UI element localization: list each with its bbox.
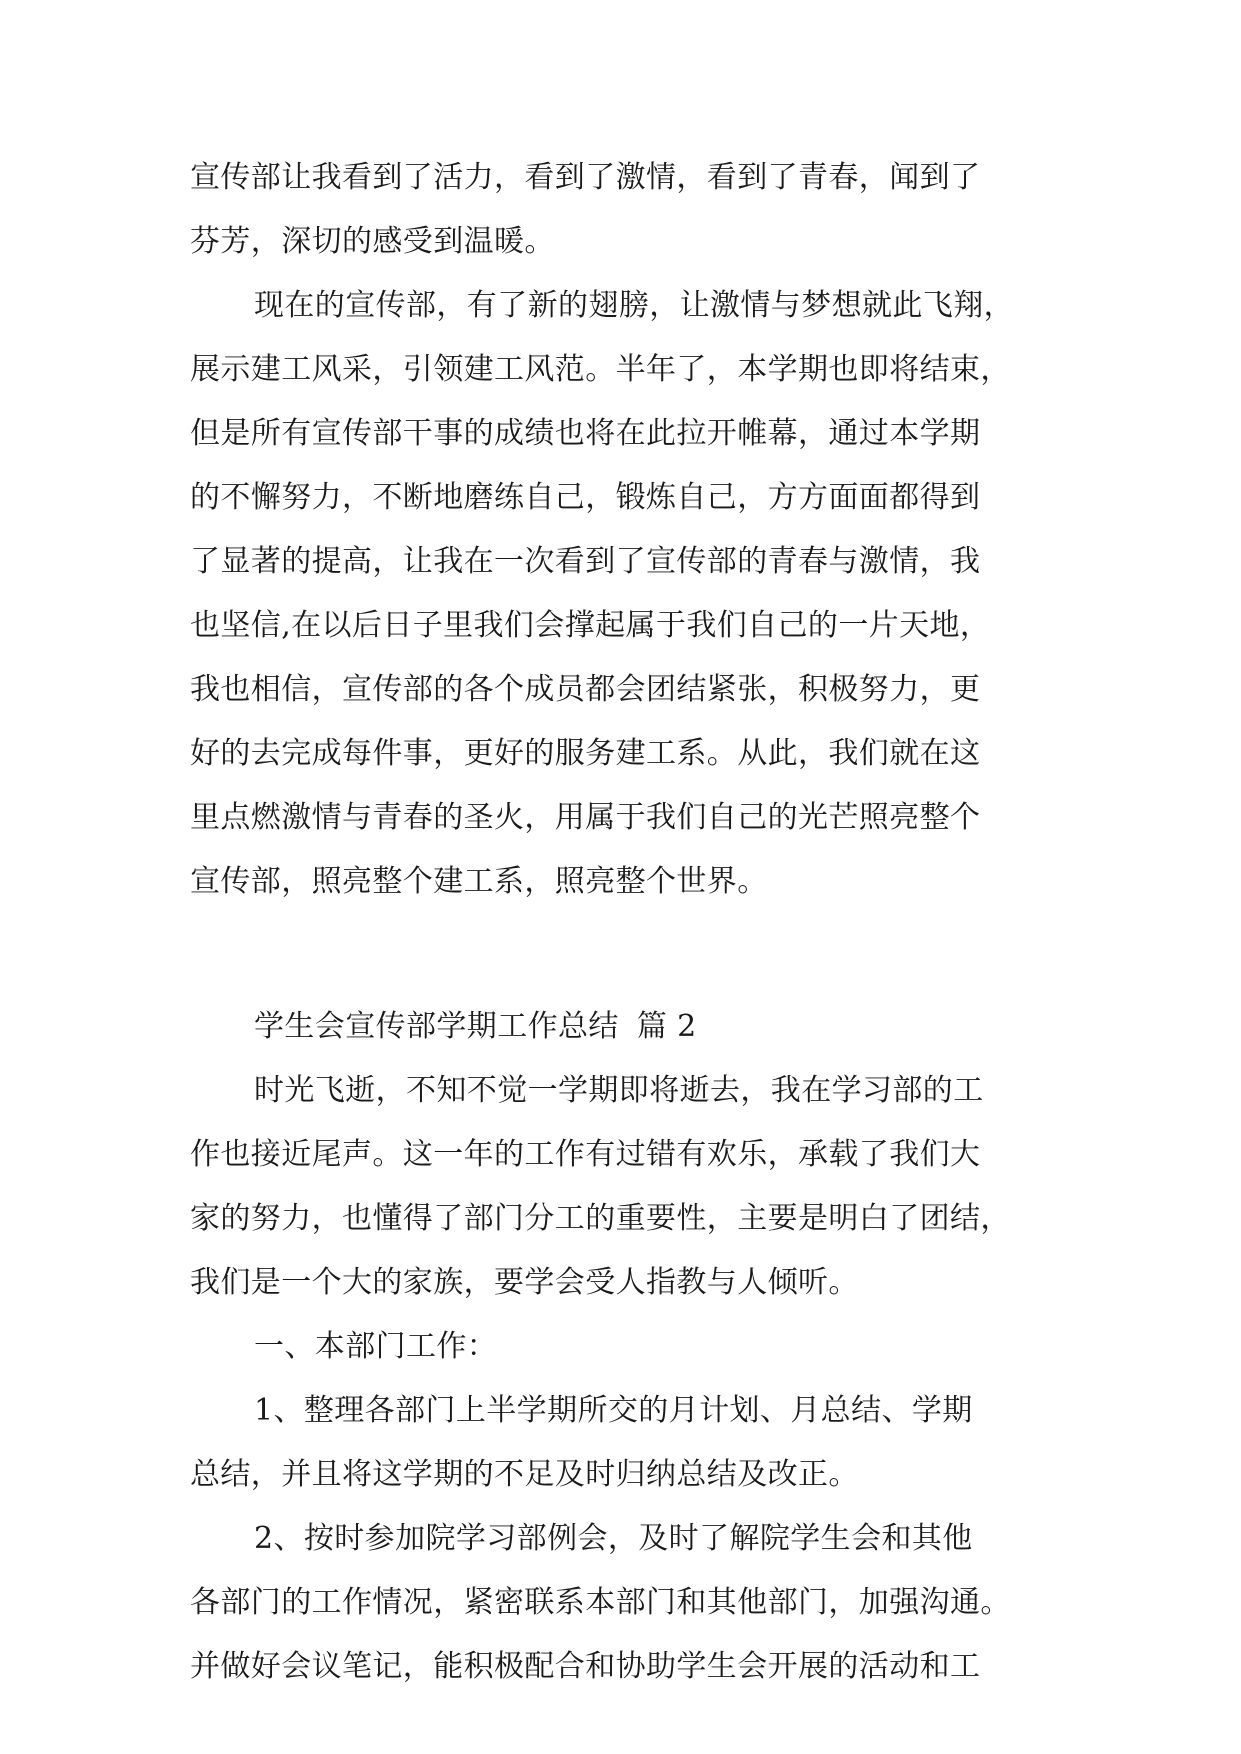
section-heading [190, 1009, 1116, 1044]
item-1-line-1: 1、整理各部门上半学期所交的月计划、月总结、学期 [254, 1393, 973, 1428]
item-1-line-2: 总结，并且将这学期的不足及时归纳总结及改正。 [190, 1457, 859, 1492]
item-2-line-1: 2、按时参加院学习部例会，及时了解院学生会和其他 [254, 1521, 973, 1556]
paragraph-3-line-1: 时光飞逝，不知不觉一学期即将逝去，我在学习部的工 [254, 1073, 984, 1108]
paragraph-2-line-1: 现在的宣传部，有了新的翅膀，让激情与梦想就此飞翔， [254, 288, 1014, 323]
paragraph-2-line-6: 也坚信,在以后日子里我们会撑起属于我们自己的一片天地， [190, 608, 991, 643]
paragraph-2-line-2: 展示建工风采，引领建工风范。半年了，本学期也即将结束， [190, 352, 1011, 387]
item-2-line-3: 并做好会议笔记，能积极配合和协助学生会开展的活动和工 [190, 1649, 981, 1684]
paragraph-1-line-2: 芬芳，深切的感受到温暖。 [190, 224, 555, 259]
section-1-title: 一、本部门工作： [254, 1329, 498, 1364]
paragraph-2-line-8: 好的去完成每件事，更好的服务建工系。从此，我们就在这 [190, 736, 981, 771]
item-2-line-2: 各部门的工作情况，紧密联系本部门和其他部门，加强沟通。 [190, 1585, 1011, 1620]
paragraph-2-line-3: 但是所有宣传部干事的成绩也将在此拉开帷幕，通过本学期 [190, 416, 981, 451]
section-heading-title: 学生会宣传部学期工作总结 [254, 1009, 619, 1044]
paragraph-3-line-4: 我们是一个大的家族，要学会受人指教与人倾听。 [190, 1265, 859, 1300]
paragraph-3-line-2: 作也接近尾声。这一年的工作有过错有欢乐，承载了我们大 [190, 1137, 981, 1172]
paragraph-3-line-3: 家的努力，也懂得了部门分工的重要性，主要是明白了团结， [190, 1201, 1011, 1236]
paragraph-2-line-4: 的不懈努力，不断地磨练自己，锻炼自己，方方面面都得到 [190, 480, 981, 515]
paragraph-2-line-9: 里点燃激情与青春的圣火，用属于我们自己的光芒照亮整个 [190, 800, 981, 835]
section-heading-part: 篇 2 [636, 1009, 697, 1044]
paragraph-1-line-1: 宣传部让我看到了活力，看到了激情，看到了青春，闻到了 [190, 160, 981, 195]
paragraph-2-line-7: 我也相信，宣传部的各个成员都会团结紧张，积极努力，更 [190, 672, 981, 707]
paragraph-2-line-5: 了显著的提高，让我在一次看到了宣传部的青春与激情，我 [190, 544, 981, 579]
paragraph-2-line-10: 宣传部，照亮整个建工系，照亮整个世界。 [190, 864, 768, 899]
